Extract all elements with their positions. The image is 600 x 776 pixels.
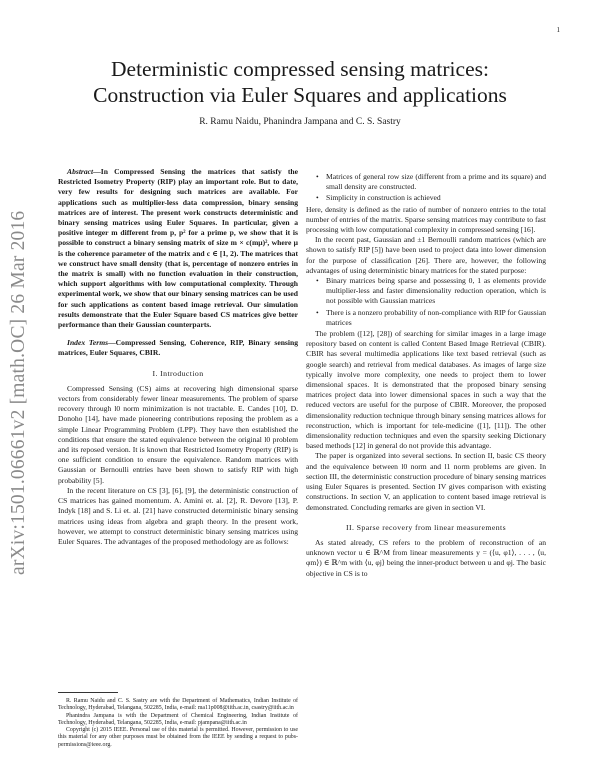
paper-title <box>40 56 560 108</box>
footnote-jampana: Phanindra Jampana is with the Department of Chemical Engineering, Indian Institute of Technology, Hyderabad, Telangana, 502285, India, e-mail: pjampana@iith.ac.in <box>58 712 298 726</box>
footnote-authors: R. Ramu Naidu and C. S. Sastry are with the Department of Mathematics, Indian Institute of Technology, Hyderabad, Telangana, 502285, India, e-mail: ma11p008@iith.ac.in, csastry@iith.ac.in <box>58 698 298 712</box>
abstract-text: —In Compressed Sensing the matrices that satisfy the Restricted Isometry Property (RIP) play an important role. But to date, very few results for designing such matrices are available. For applications such as multiplier-less data compression, binary sensing matrices are of interest. The present work constructs deterministic and binary sensing matrices using Euler Squares. In particular, given a positive integer m different from p, p² for a prime p, we show that it is possible to construct a binary sensing matrix of size m × c(mμ)², where μ is the coherence parameter of the matrix and c ∈ [1, 2). The matrices that we construct have small density (that is, percentage of nonzero entries in the matrix is small) with no function evaluation in their construction, which support algorithms with low computational complexity. Through experimental work, we show that our binary sensing matrices can be used for such applications as content based image retrieval. Our simulation results demonstrate that the Euler Square based CS matrices give better performance than their Gaussian counterparts. <box>58 167 298 330</box>
section-heading-introduction: I. Introduction <box>152 368 204 378</box>
advantages-list <box>306 172 546 204</box>
list-item: • Matrices of general row size (different from a prime and its square) and small density are constructed. <box>326 172 546 192</box>
cbir-paragraph: The problem ([12], [28]) of searching for similar images in a large image repository based on content is called Content Based Image Retrieval (CBIR). CBIR has several multimedia applications like text based retrieval (such as google search) and retrieval from medical databases. As images of large size typically involve more complexity, one needs to project them to lower dimensional spaces. It is demonstrated that the proposed binary sensing matrices project data into lower dimensional spaces in such a way that the reduced vectors are useful for the purpose of CBIR. Moreover, the proposed dimensionality reduction technique through binary sensing matrices allows for reconstruction, which is important for tele-medicine ([1], [11]). The other dimensionality reduction techniques and even the sparsity seeking Dictionary based methods [12] in general do not provide this advantage. <box>306 329 546 451</box>
section-heading-sparse-recovery: II. Sparse recovery from linear measurements <box>345 522 507 532</box>
right-column <box>306 172 546 579</box>
intro-paragraph-2: In the recent literature on CS [3], [6], [9], the deterministic construction of CS matrices has gained momentum. A. Amini et. al. [2], R. Devore [13], P. Indyk [18] and S. Li et. al. [21] have constructed deterministic binary sensing matrices using ideas from algebra and graph theory. In the present work, however, we attempt to construct deterministic binary sensing matrices using Euler Squares. The advantages of the proposed methodology are as follows: <box>58 485 298 546</box>
abstract <box>58 167 298 330</box>
title-line-2: Construction via Euler Squares and applications <box>93 83 507 107</box>
footnotes <box>58 698 298 749</box>
footnote-copyright: Copyright (c) 2015 IEEE. Personal use of this material is permitted. However, permission to use this material for any other purposes must be obtained from the IEEE by sending a request to pubs-permissions@ieee.org. <box>58 727 298 748</box>
sparse-recovery-paragraph: As stated already, CS refers to the problem of reconstruction of an unknown vector u ∈ ℝ^M from linear measurements y = (⟨u, φ1⟩, . . . , ⟨u, φm⟩) ∈ ℝ^m with ⟨u, φj⟩ being the inner-product between u and φj. The basic objective in CS is to <box>306 537 546 578</box>
gaussian-paragraph: In the recent past, Gaussian and ±1 Bernoulli random matrices (which are shown to satisfy RIP [5]) have been used to project data into lower dimension for the purpose of classification [26]. There are, however, the following advantages of using deterministic binary matrices for the stated purpose: <box>306 235 546 275</box>
arxiv-stamp: arXiv:1501.06661v2 [math.OC] 26 Mar 2016 <box>8 210 29 575</box>
list-item: • Binary matrices being sparse and possessing 0, 1 as elements provide multiplier-less and faster dimensionality reduction operation, which is not possible with Gaussian matrices <box>326 276 546 307</box>
title-line-1: Deterministic compressed sensing matrices: <box>111 57 489 81</box>
index-terms <box>58 338 298 358</box>
list-item: • Simplicity in construction is achieved <box>326 193 546 203</box>
density-paragraph: Here, density is defined as the ratio of number of nonzero entries to the total number of entries of the matrix. Sparse sensing matrices may contribute to fast processing with low computational complexity in compressed sensing [16]. <box>306 204 546 235</box>
index-terms-label: Index Terms <box>67 338 109 348</box>
page-number: 1 <box>556 26 560 34</box>
organization-paragraph: The paper is organized into several sections. In section II, basic CS theory and the equivalence between l0 norm and l1 norm problems are given. In section III, the deterministic construction procedure of binary sensing matrices using Euler Squares is presented. Section IV gives comparison with existing constructions. In section V, an application to content based image retrieval is demonstrated. Concluding remarks are given in section VI. <box>306 451 546 512</box>
left-column <box>58 167 298 547</box>
binary-advantages-list <box>306 276 546 328</box>
abstract-label: Abstract <box>67 167 94 176</box>
footnote-rule <box>58 692 118 693</box>
intro-paragraph-1: Compressed Sensing (CS) aims at recovering high dimensional sparse vectors from considerably fewer linear measurements. The problem of sparse recovery through l0 norm minimization is not tractable. E. Candes [10], D. Donoho [14], have made pioneering contributions reposing the problem as a simple Linear Programming Problem (LPP). They have then established the conditions that ensure the stated equivalence between the original l0 problem and its reposed version. It is known that Restricted Isometry Property (RIP) is one sufficient condition to ensure the equivalence. Random matrices with Gaussian or Bernoulli entries have been shown to satisfy RIP with high probability [5]. <box>58 383 298 485</box>
authors: R. Ramu Naidu, Phanindra Jampana and C. S. Sastry <box>199 117 401 127</box>
index-terms-text: —Compressed Sensing, Coherence, RIP, Binary sensing matrices, Euler Squares, CBIR. <box>58 338 298 358</box>
list-item: • There is a nonzero probability of non-compliance with RIP for Gaussian matrices <box>326 308 546 328</box>
